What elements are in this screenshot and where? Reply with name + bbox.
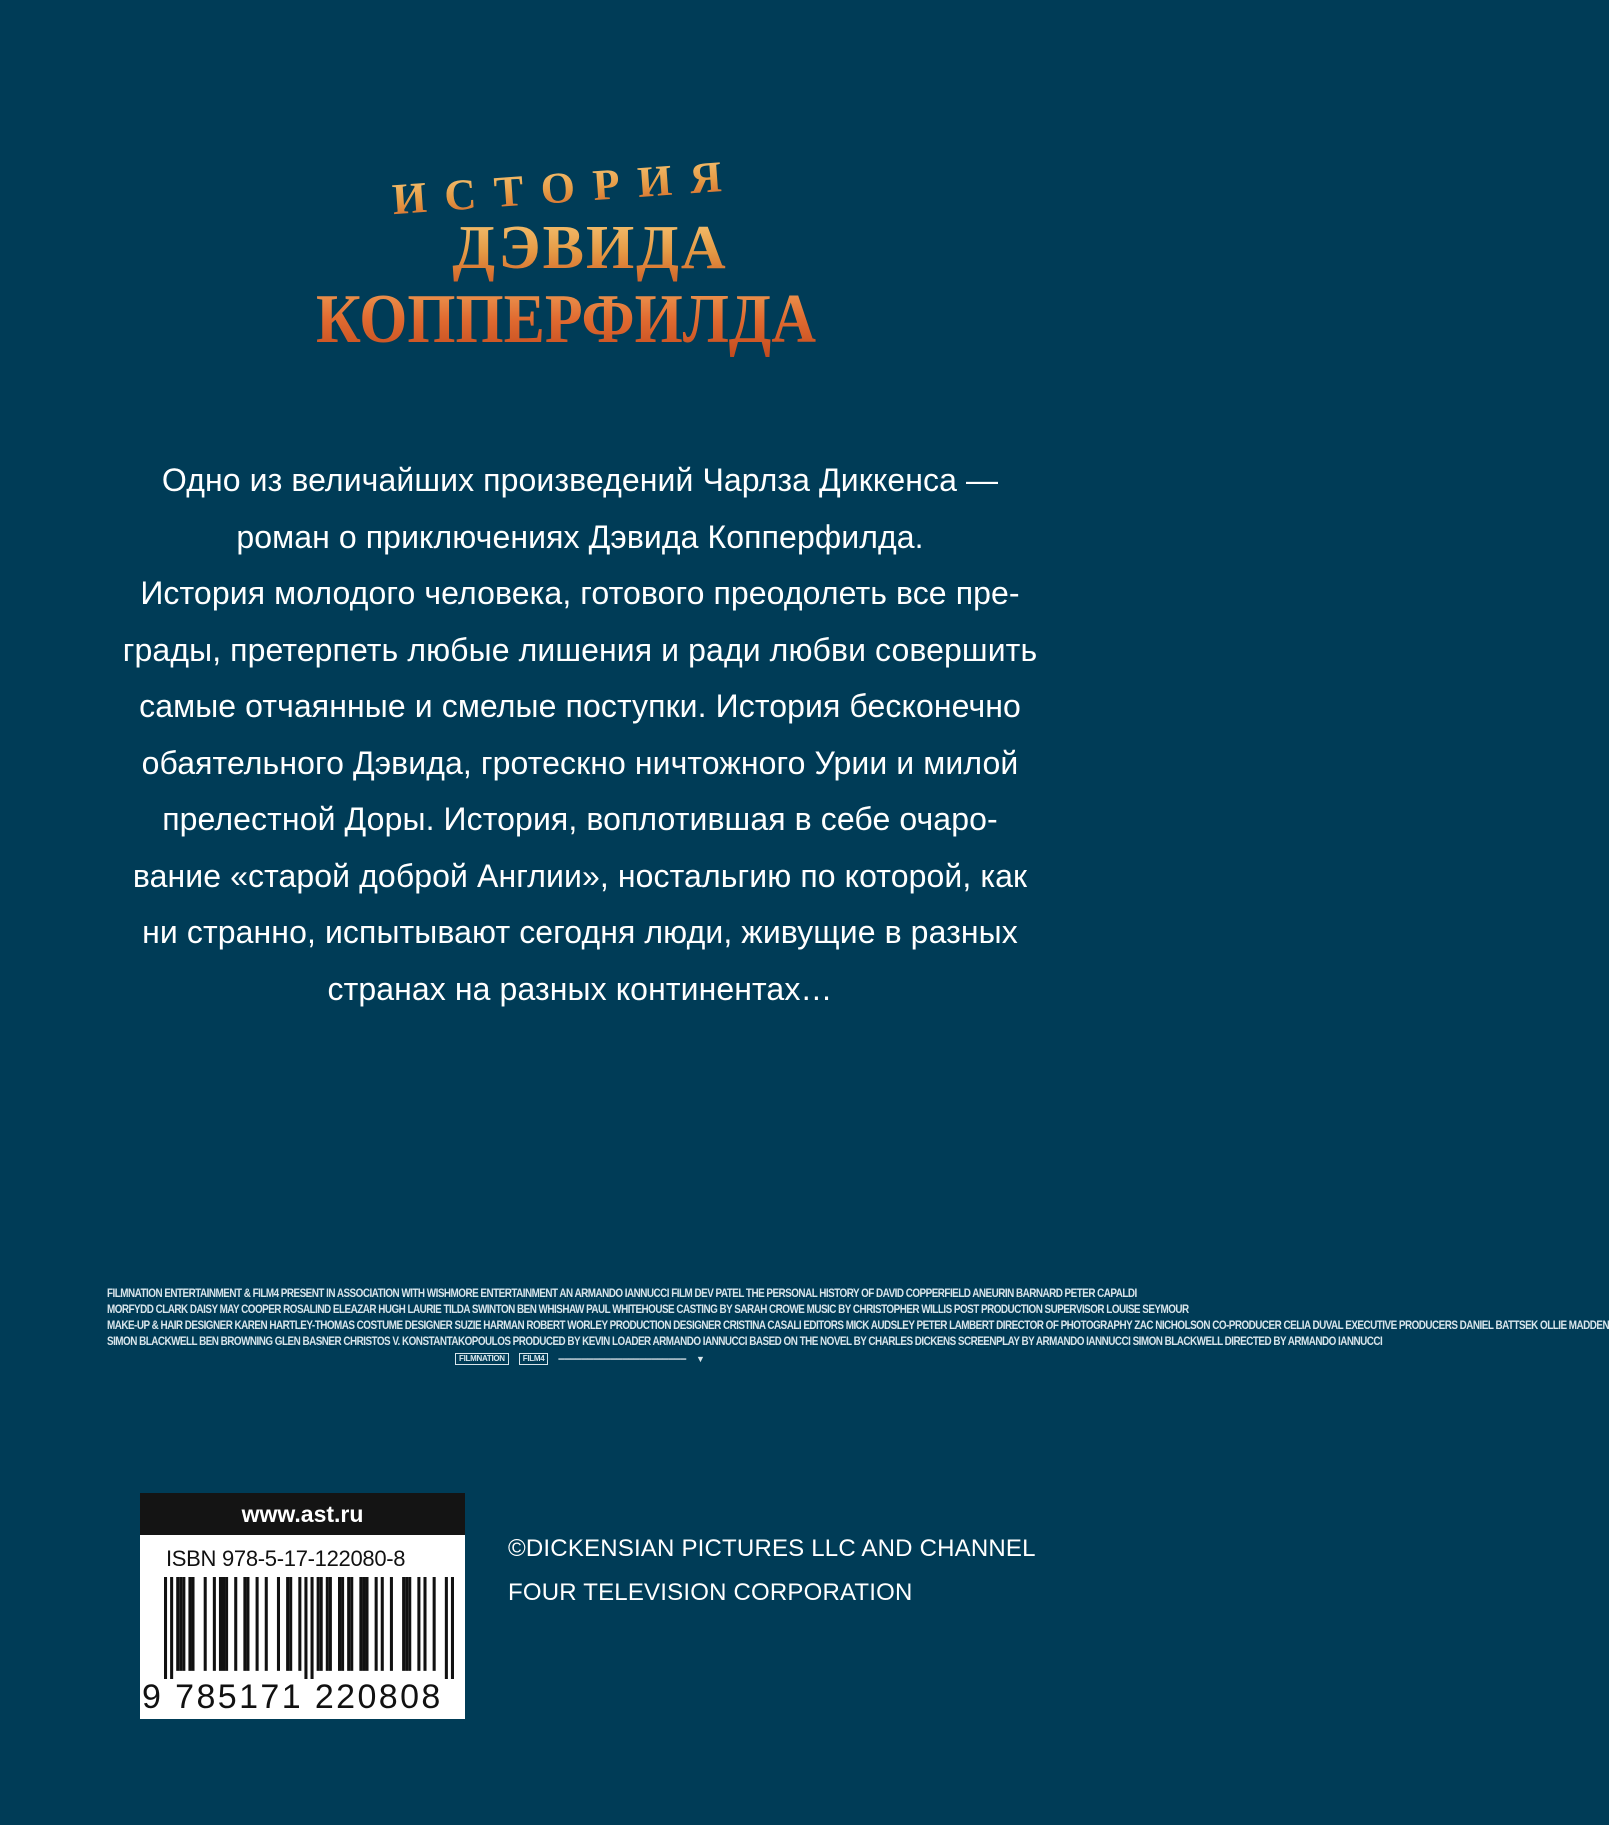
synopsis-line: грады, претерпеть любые лишения и ради любви совершить [122,631,1038,668]
barcode-bar [277,1577,280,1671]
barcode-graphic [164,1577,454,1679]
isbn-text: ISBN 978-5-17-122080-8 [166,1546,406,1571]
barcode-bar [390,1577,393,1671]
copyright-line: ©DICKENSIAN PICTURES LLC AND CHANNEL [508,1535,1036,1562]
barcode-bar [188,1577,191,1671]
barcode-bar [347,1577,350,1671]
barcode-bar [362,1577,365,1671]
barcode-digits: 9 785171 220808 [142,1678,443,1716]
title-middle-word: ДЭВИДА [452,214,728,282]
synopsis-line: ни странно, испытывают сегодня люди, живущие в разных [142,914,1018,950]
barcode-bars [164,1577,454,1679]
barcode-bar [164,1577,167,1679]
barcode-bar [286,1577,289,1671]
billing-line: MAKE-UP & HAIR DESIGNER KAREN HARTLEY-THOMAS COSTUME DESIGNER SUZIE HARMAN ROBERT WORLEY PRODUCTION DESIGNER CRISTINA CASALI EDITORS MICK AUDSLEY PETER LAMBERT DIRECTOR OF PHOTOGRAPHY ZAC NICHOLSON CO-PRODUCER CELIA DUVAL EXECUTIVE PRODUCERS DANIEL BATTSEK OLLIE MADDEN [107,1320,1609,1332]
barcode-bar [423,1577,426,1671]
barcode-bar [176,1577,179,1671]
synopsis-line: Одно из величайших произведений Чарлза Диккенса — [161,462,999,498]
synopsis-line: роман о приключениях Дэвида Копперфилда. [236,518,924,555]
title-logo-graphic [290,150,830,380]
barcode-bar [182,1577,185,1671]
synopsis-line: прелестной Доры. История, воплотившая в себе очаро- [162,801,998,837]
barcode-bar [179,1577,182,1671]
barcode-bar [408,1577,411,1671]
title-logo [290,150,830,380]
barcode-bar [326,1577,329,1671]
copyright-line: FOUR TELEVISION CORPORATION [508,1579,913,1606]
barcode-bar [289,1577,292,1671]
barcode-bar [417,1577,420,1671]
barcode-bar [222,1577,225,1671]
barcode-bar [256,1577,259,1671]
filmnation-logo: FILMNATION [455,1353,509,1365]
billing-line: SIMON BLACKWELL BEN BROWNING GLEN BASNER CHRISTOS V. KONSTANTAKOPOULOS PRODUCED BY KEVIN LOADER ARMANDO IANNUCCI BASED ON THE NOVEL BY CHARLES DICKENS SCREENPLAY BY ARMANDO IANNUCCI SIMON BLACKWELL DIRECTED BY ARMANDO IANNUCCI [107,1336,1383,1348]
barcode-bar [329,1577,332,1671]
publisher-url: www.ast.ru [140,1493,465,1535]
barcode-bar [359,1577,362,1671]
barcode-bar [350,1577,353,1671]
barcode-bar [246,1577,249,1671]
barcode-bar [320,1577,323,1671]
barcode-bar [317,1577,320,1671]
barcode-bar [304,1577,307,1679]
barcode-bar [234,1577,237,1671]
barcode-bar [170,1577,173,1679]
synopsis-line: вание «старой доброй Англии», ностальгию по которой, как [132,857,1028,894]
barcode-bar [191,1577,194,1671]
barcode-panel [140,1493,465,1719]
barcode-bar [265,1577,268,1671]
barcode-bar [219,1577,222,1671]
billing-logos [30,1351,1130,1367]
barcode-bar [338,1577,341,1671]
billing-block [30,1286,1609,1367]
title-bottom-word: КОППЕРФИЛДА [316,281,817,358]
barcode-bar [445,1577,448,1679]
barcode-bar [213,1577,216,1671]
barcode-bar [311,1577,314,1679]
barcode-bar [225,1577,228,1671]
billing-line: FILMNATION ENTERTAINMENT & FILM4 PRESENT IN ASSOCIATION WITH WISHMORE ENTERTAINMENT AN ARMANDO IANNUCCI FILM DEV PATEL THE PERSONAL HISTORY OF DAVID COPPERFIELD ANEURIN BARNARD PETER CAPALDI [107,1288,1137,1300]
copyright-notice [508,1527,1068,1615]
barcode-bar [381,1577,384,1671]
barcode-bar [375,1577,378,1671]
synopsis-line: обаятельного Дэвида, гротескно ничтожного Урии и милой [141,744,1019,781]
barcode-bar [402,1577,405,1671]
title-top-word: ИСТОРИЯ [390,150,742,225]
synopsis-line: странах на разных континентах… [327,970,833,1007]
synopsis-line: самые отчаянные и смелые поступки. История бесконечно [139,688,1021,724]
billing-fine-print: ▬▬▬▬▬▬▬▬▬▬▬▬▬▬▬▬▬▬▬▬▬▬ [558,1356,687,1362]
synopsis [40,452,1120,1017]
barcode-bar [433,1577,436,1671]
barcode-bar [451,1577,454,1679]
barcode-bar [243,1577,246,1671]
film4-logo: FILM4 [519,1353,549,1365]
billing-line: MORFYDD CLARK DAISY MAY COOPER ROSALIND ELEAZAR HUGH LAURIE TILDA SWINTON BEN WHISHAW PAUL WHITEHOUSE CASTING BY SARAH CROWE MUSIC BY CHRISTOPHER WILLIS POST PRODUCTION SUPERVISOR LOUISE SEYMOUR [107,1304,1189,1316]
barcode-bar [298,1577,301,1671]
barcode-bar [405,1577,408,1671]
synopsis-line: История молодого человека, готового преодолеть все пре- [140,575,1020,611]
barcode-bar [204,1577,207,1671]
barcode-bar [365,1577,368,1671]
rating-triangle-icon: ▼ [696,1354,705,1364]
barcode-bar [341,1577,344,1671]
